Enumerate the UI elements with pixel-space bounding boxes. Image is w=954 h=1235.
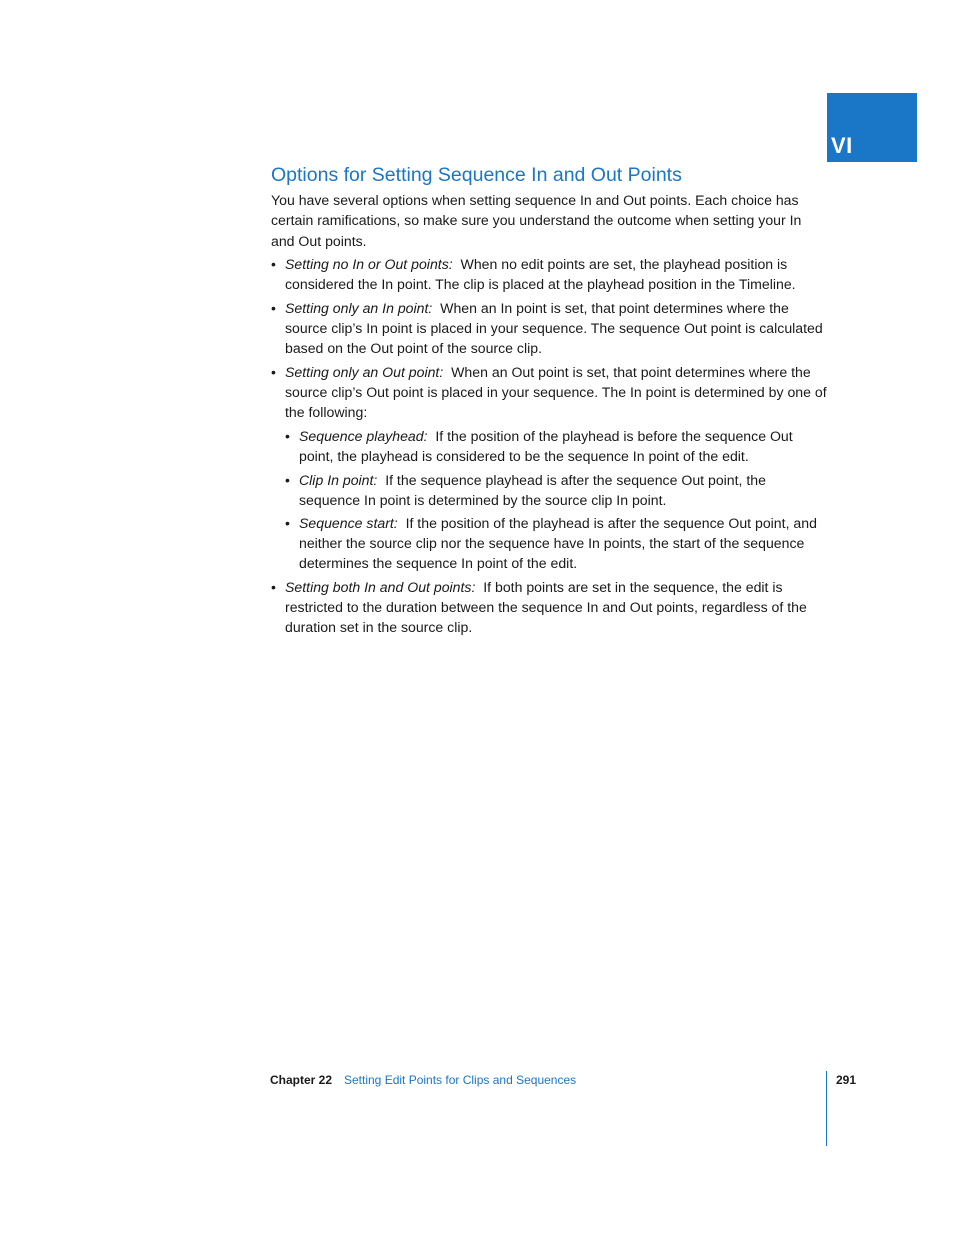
section-title: Options for Setting Sequence In and Out Points: [271, 164, 682, 186]
item-term: Setting only an Out point:: [285, 364, 444, 381]
bullet: •: [285, 515, 290, 532]
list-item: [271, 298, 827, 358]
item-text: When an Out point is set, that point determines where the source clip’s Out point is placed in your sequence. The In point is determined by one of the following:: [285, 364, 827, 421]
footer-chapter-label: Chapter 22: [270, 1073, 333, 1087]
footer-chapter-title[interactable]: Setting Edit Points for Clips and Sequences: [344, 1073, 577, 1087]
bullet: •: [271, 579, 276, 596]
item-text: When an In point is set, that point determines where the source clip’s In point is placed in your sequence. The sequence Out point is calculated based on the Out point of the source clip.: [285, 300, 823, 357]
subitem-term: Clip In point:: [299, 471, 378, 488]
bullet: •: [285, 428, 290, 445]
subitem-text: If the position of the playhead is before the sequence Out point, the playhead is considered to be the sequence In point of the edit.: [299, 428, 793, 465]
section: [271, 160, 827, 641]
option-list: [271, 254, 827, 637]
part-tab-label: VI: [831, 133, 853, 158]
list-item: [271, 362, 827, 573]
sub-list-item: [285, 470, 827, 510]
item-text: If both points are set in the sequence, the edit is restricted to the duration between the sequence In and Out points, regardless of the duration set in the source clip.: [285, 579, 807, 636]
item-text: When no edit points are set, the playhead position is considered the In point. The clip is placed at the playhead position in the Timeline.: [285, 256, 796, 293]
page-number: 291: [836, 1073, 857, 1087]
bullet: •: [271, 300, 276, 317]
bullet: •: [271, 256, 276, 273]
bullet: •: [285, 471, 290, 488]
subitem-term: Sequence start:: [299, 515, 398, 532]
subitem-text: If the sequence playhead is after the sequence Out point, the sequence In point is determined by the source clip In point.: [299, 471, 766, 508]
subitem-term: Sequence playhead:: [299, 428, 428, 445]
intro-paragraph: You have several options when setting sequence In and Out points. Each choice has certain ramifications, so make sure you understand the outcome when setting your In and Out points.: [271, 192, 802, 249]
subitem-text: If the position of the playhead is after the sequence Out point, and neither the source clip nor the sequence have In points, the start of the sequence determines the sequence In point of the edit.: [299, 515, 817, 572]
item-term: Setting no In or Out points:: [285, 256, 453, 273]
list-item: [271, 254, 827, 294]
footer-divider: [826, 1071, 827, 1146]
sub-list-item: [285, 513, 827, 573]
item-term: Setting both In and Out points:: [285, 579, 476, 596]
sub-list-item: [285, 426, 827, 466]
item-term: Setting only an In point:: [285, 300, 433, 317]
bullet: •: [271, 364, 276, 381]
part-tab: [827, 93, 917, 162]
list-item: [271, 577, 827, 637]
sub-list: [285, 426, 827, 573]
